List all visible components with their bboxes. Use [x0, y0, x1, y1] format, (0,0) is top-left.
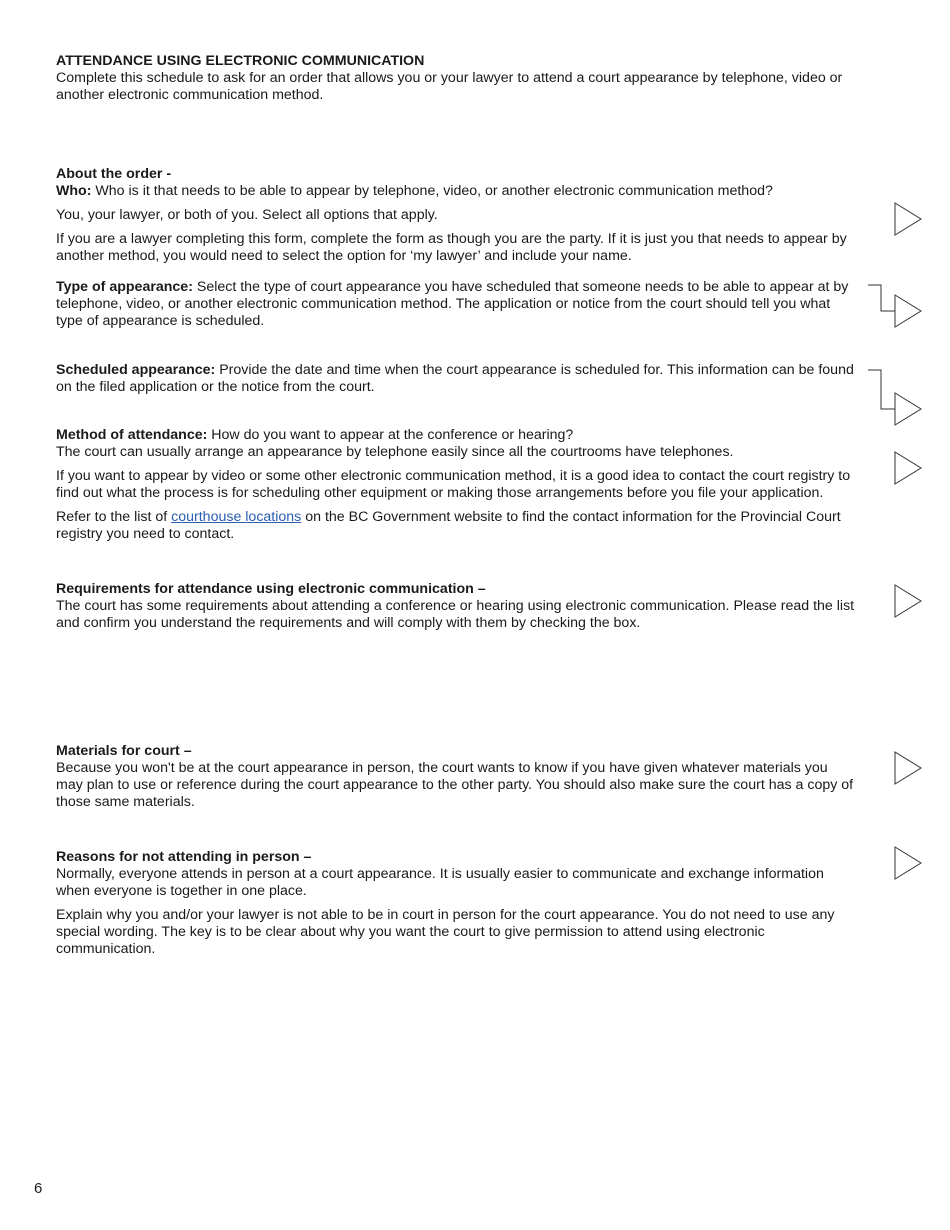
section-requirements [56, 581, 856, 632]
method-line-2: The court can usually arrange an appearance by telephone easily since all the courtrooms have telephones. [56, 444, 734, 460]
reasons-paragraph-2: Explain why you and/or your lawyer is not able to be in court in person for the court appearance. You do not need to use any special wording. The key is to be clear about why you want the court to give permission to attend using electronic communication. [56, 907, 835, 957]
about-heading: About the order - [56, 166, 172, 182]
about-paragraph-3: If you are a lawyer completing this form, complete the form as though you are the party. If it is just you that needs to appear by another method, you would need to select the option for ‘my lawyer’ and include your name. [56, 231, 847, 264]
type-appearance-text: Select the type of court appearance you have scheduled that someone needs to be able to appear at by telephone, video, or another electronic communication method. The application or notice from the court should tell you what type of appearance is scheduled. [56, 279, 849, 329]
method-p3-before: Refer to the list of [56, 509, 172, 525]
section-header [56, 53, 856, 104]
reasons-heading: Reasons for not attending in person – [56, 849, 312, 865]
method-p3-after: on the BC Government website to find the contact information for the Provincial Court registry you need to contact. [56, 509, 841, 542]
materials-heading: Materials for court – [56, 743, 192, 759]
about-paragraph-2: You, your lawyer, or both of you. Select all options that apply. [56, 207, 438, 223]
arrow-marker-icon [895, 847, 921, 879]
page-title: ATTENDANCE USING ELECTRONIC COMMUNICATION [56, 53, 425, 69]
method-paragraph-2: If you want to appear by video or some other electronic communication method, it is a good idea to contact the court registry to find out what the process is for scheduling other equipment or making those arrangements before you file your application. [56, 468, 851, 501]
arrow-marker-icon [895, 752, 921, 784]
section-scheduled-appearance [56, 362, 856, 396]
who-label: Who: [56, 183, 92, 199]
requirements-text: The court has some requirements about attending a conference or hearing using electronic communication. Please read the list and confirm you understand the requirements and will comply with them by checking the box. [56, 598, 855, 631]
arrow-marker-icon [895, 203, 921, 235]
section-method-of-attendance [56, 427, 856, 543]
page-number: 6 [34, 1180, 43, 1197]
scheduled-label: Scheduled appearance: [56, 362, 216, 378]
method-text: How do you want to appear at the conference or hearing? [207, 427, 574, 443]
method-paragraph-3 [56, 509, 856, 543]
section-reasons [56, 849, 856, 958]
courthouse-locations-link[interactable]: courthouse locations [171, 509, 302, 525]
reasons-paragraph-1: Normally, everyone attends in person at a court appearance. It is usually easier to communicate and exchange information when everyone is together in one place. [56, 866, 824, 899]
intro-text: Complete this schedule to ask for an order that allows you or your lawyer to attend a court appearance by telephone, video or another electronic communication method. [56, 70, 843, 103]
arrow-marker-icon [895, 295, 921, 327]
scheduled-text: Provide the date and time when the court appearance is scheduled for. This information can be found on the filed application or the notice from the court. [56, 362, 854, 395]
arrow-marker-icon [895, 452, 921, 484]
requirements-heading: Requirements for attendance using electronic communication – [56, 581, 486, 597]
who-text: Who is it that needs to be able to appear by telephone, video, or another electronic communication method? [91, 183, 773, 199]
arrow-marker-icon [895, 393, 921, 425]
connector-bracket-icon [868, 285, 895, 311]
connector-bracket-icon [868, 370, 895, 409]
section-about-order [56, 166, 856, 265]
section-type-of-appearance [56, 279, 856, 330]
type-appearance-label: Type of appearance: [56, 279, 193, 295]
method-label: Method of attendance: [56, 427, 208, 443]
section-materials [56, 743, 856, 811]
materials-text: Because you won't be at the court appearance in person, the court wants to know if you have given whatever materials you may plan to use or reference during the court appearance to the other party. You should also make sure the court has a copy of those same materials. [56, 760, 854, 810]
arrow-marker-icon [895, 585, 921, 617]
